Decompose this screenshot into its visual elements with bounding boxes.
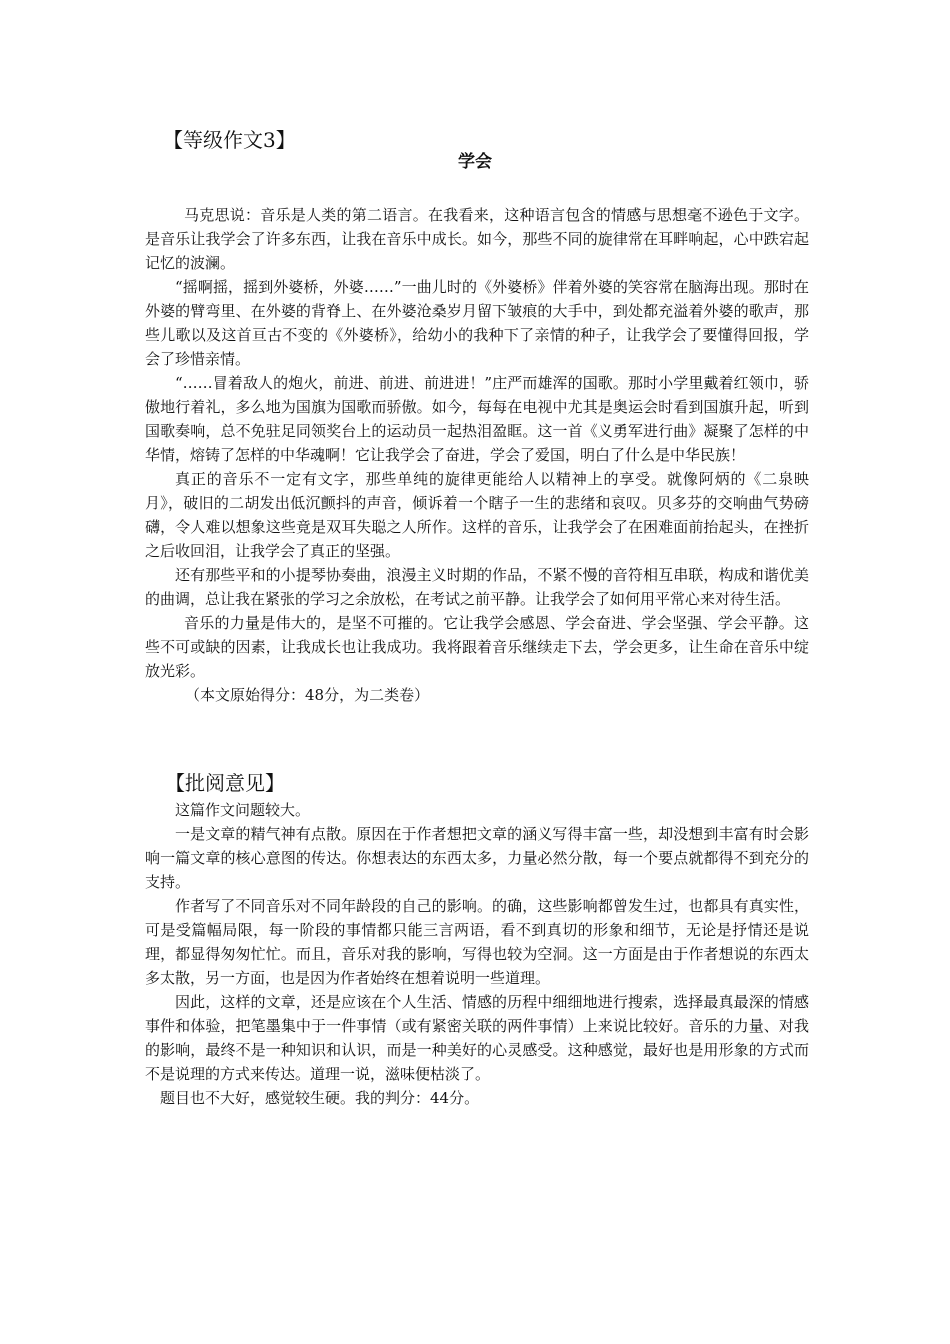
essay-paragraph: 马克思说：音乐是人类的第二语言。在我看来，这种语言包含的情感与思想毫不逊色于文字。是音乐让我学会了许多东西，让我在音乐中成长。如今，那些不同的旋律常在耳畔响起，心中跌宕起记忆的波澜。 [145,206,809,272]
section-label: 【等级作文3】 [163,128,296,152]
review-paragraph: 这篇作文问题较大。 [175,801,311,819]
review-paragraph: 一是文章的精气神有点散。原因在于作者想把文章的涵义写得丰富一些，却没想到丰富有时会影响一篇文章的核心意图的传达。你想表达的东西太多，力量必然分散，每一个要点就都得不到充分的支持。 [145,825,809,891]
review-body [145,798,809,1110]
essay-title: 学会 [458,152,492,172]
essay-paragraph: 还有那些平和的小提琴协奏曲，浪漫主义时期的作品，不紧不慢的音符相互串联，构成和谐优美的曲调，总让我在紧张的学习之余放松，在考试之前平静。让我学会了如何用平常心来对待生活。 [145,566,809,608]
essay-body [145,203,809,707]
review-label: 【批阅意见】 [165,771,285,795]
review-paragraph: 作者写了不同音乐对不同年龄段的自己的影响。的确，这些影响都曾发生过，也都具有真实性，可是受篇幅局限，每一阶段的事情都只能三言两语，看不到真切的形象和细节，无论是抒情还是说理，都显得匆匆忙忙。而且，音乐对我的影响，写得也较为空洞。这一方面是由于作者想说的东西太多太散，另一方面，也是因为作者始终在想着说明一些道理。 [145,897,809,987]
essay-paragraph: “摇啊摇，摇到外婆桥，外婆……”一曲儿时的《外婆桥》伴着外婆的笑容常在脑海出现。那时在外婆的臂弯里、在外婆的背脊上、在外婆沧桑岁月留下皱痕的大手中，到处都充溢着外婆的歌声，那些儿歌以及这首亘古不变的《外婆桥》，给幼小的我种下了亲情的种子，让我学会了要懂得回报，学会了珍惜亲情。 [145,278,809,368]
score-note: （本文原始得分：48分，为二类卷） [185,686,430,704]
review-closing: 题目也不大好，感觉较生硬。我的判分：44分。 [160,1089,480,1107]
review-paragraph: 因此，这样的文章，还是应该在个人生活、情感的历程中细细地进行搜索，选择最真最深的情感事件和体验，把笔墨集中于一件事情（或有紧密关联的两件事情）上来说比较好。音乐的力量、对我的影响，最终不是一种知识和认识，而是一种美好的心灵感受。这种感觉，最好也是用形象的方式而不是说理的方式来传达。道理一说，滋味便枯淡了。 [145,993,809,1083]
essay-paragraph: 音乐的力量是伟大的，是坚不可摧的。它让我学会感恩、学会奋进、学会坚强、学会平静。这些不可或缺的因素，让我成长也让我成功。我将跟着音乐继续走下去，学会更多，让生命在音乐中绽放光彩。 [145,614,809,680]
essay-paragraph: 真正的音乐不一定有文字，那些单纯的旋律更能给人以精神上的享受。就像阿炳的《二泉映月》，破旧的二胡发出低沉颤抖的声音，倾诉着一个瞎子一生的悲绪和哀叹。贝多芬的交响曲气势磅礴，令人难以想象这些竟是双耳失聪之人所作。这样的音乐，让我学会了在困难面前抬起头，在挫折之后收回泪，让我学会了真正的坚强。 [145,470,809,560]
essay-paragraph: “……冒着敌人的炮火，前进、前进、前进进！”庄严而雄浑的国歌。那时小学里戴着红领巾，骄傲地行着礼，多么地为国旗为国歌而骄傲。如今，每每在电视中尤其是奥运会时看到国旗升起，听到国歌奏响，总不免驻足同领奖台上的运动员一起热泪盈眶。这一首《义勇军进行曲》凝聚了怎样的中华情，熔铸了怎样的中华魂啊！它让我学会了奋进，学会了爱国，明白了什么是中华民族！ [145,374,809,464]
